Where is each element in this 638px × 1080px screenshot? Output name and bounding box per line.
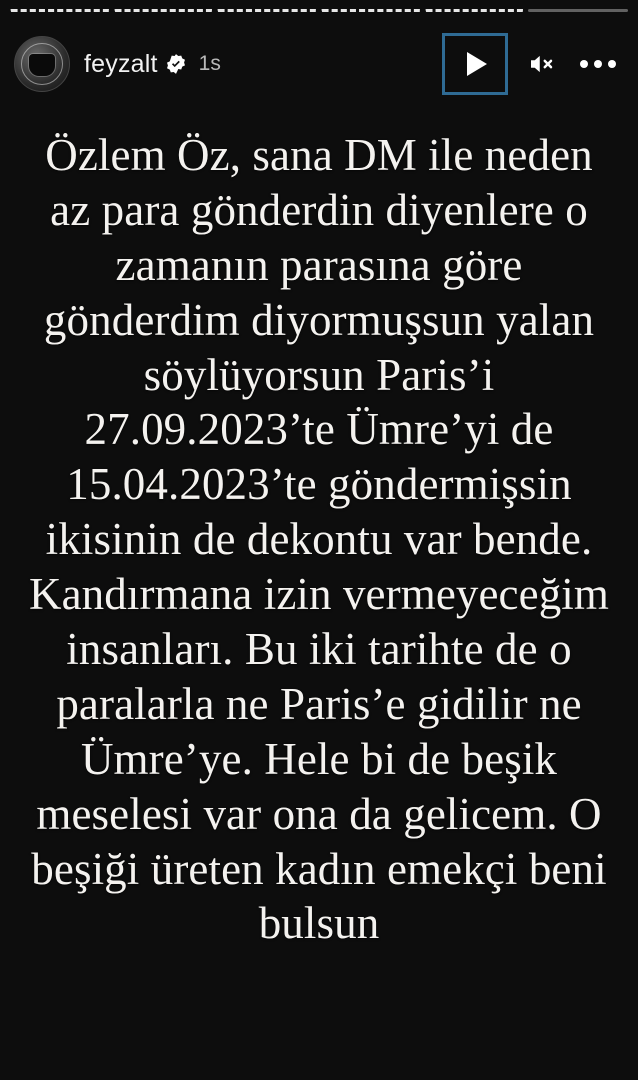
more-dot-icon (580, 60, 588, 68)
story-header (0, 34, 638, 94)
play-button[interactable] (442, 33, 508, 95)
progress-segment[interactable] (10, 9, 110, 12)
verified-badge-icon (165, 53, 187, 75)
progress-segment[interactable] (217, 9, 317, 12)
more-dot-icon (594, 60, 602, 68)
mute-button[interactable] (518, 41, 564, 87)
story-progress-bar (10, 8, 628, 12)
avatar[interactable] (14, 36, 70, 92)
avatar-crest-icon (29, 54, 55, 76)
progress-segment[interactable] (321, 9, 421, 12)
progress-segment[interactable] (528, 9, 628, 12)
timestamp-label: 1s (198, 52, 221, 75)
story-text: Özlem Öz, sana DM ile neden az para gönderdin diyenlere o zamanın parasına göre gönderdim diyormuşsun yalan söylüyorsun Paris’i 27.09.2023’te Ümre’yi de 15.04.2023’te göndermişsin ikisinin de dekontu var bende. Kandırmana izin vermeyeceğim insanları. Bu iki tarihte de o paralarla ne Paris’e gidilir ne Ümre’ye. Hele bi de beşik meselesi var ona da gelicem. O beşiği üreten kadın emekçi beni bulsun (28, 130, 621, 949)
more-options-button[interactable] (572, 41, 624, 87)
progress-segment[interactable] (425, 9, 525, 12)
more-dot-icon (608, 60, 616, 68)
username-label[interactable]: feyzalt (84, 49, 158, 78)
progress-segment[interactable] (114, 9, 214, 12)
play-icon (467, 52, 487, 76)
mute-icon (526, 49, 556, 79)
